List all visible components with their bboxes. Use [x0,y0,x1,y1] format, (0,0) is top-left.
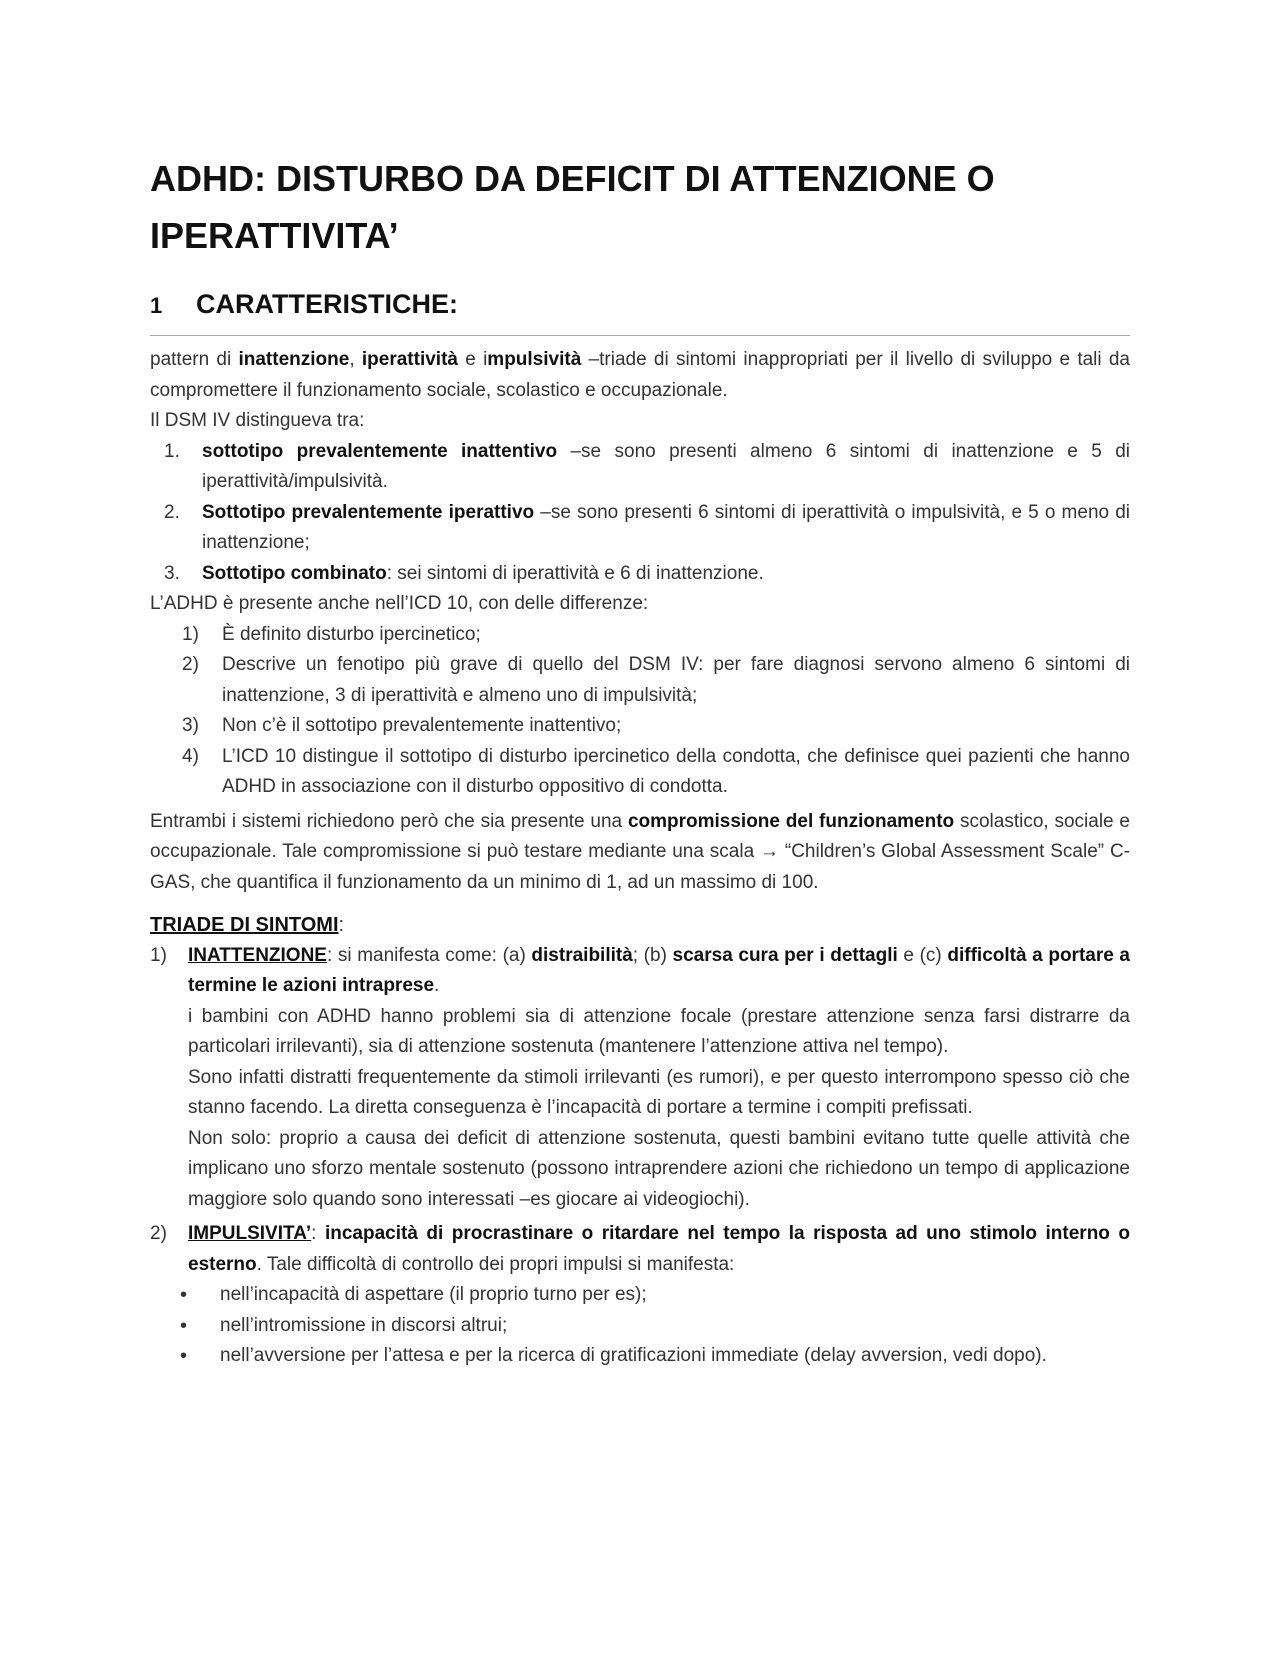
bullet-item: • nell’intromissione in discorsi altrui; [180,1311,1130,1342]
bullet-icon: • [180,1345,188,1367]
document-title: ADHD: DISTURBO DA DEFICIT DI ATTENZIONE O IPERATTIVITA’ [150,158,995,256]
list-item: 2) Descrive un fenotipo più grave di quello del DSM IV: per fare diagnosi servono almeno 6 sintomi di inattenzione, 3 di iperattività e almeno uno di impulsività; [182,654,1130,706]
triad-heading: TRIADE DI SINTOMI: [150,914,345,936]
document-body [150,345,1130,1372]
dsm-intro: Il DSM IV distingueva tra: [150,410,365,431]
section-number: 1 [150,293,163,318]
paragraph: Non solo: proprio a causa dei deficit di attenzione sostenuta, questi bambini evitano tutte quelle attività che implicano uno sforzo mentale sostenuto (possono intraprendere azioni che richiedono un tempo di applicazione maggiore solo quando sono interessati –es giocare ai videogiochi). [188,1127,1130,1210]
list-item: 3) Non c’è il sottotipo prevalentemente inattentivo; [182,715,622,736]
section-label: CARATTERISTICHE: [196,289,458,319]
list-item: 4) L’ICD 10 distingue il sottotipo di disturbo ipercinetico della condotta, che definisce quei pazienti che hanno ADHD in associazione con il disturbo oppositivo di condotta. [182,745,1130,797]
intro-paragraph: pattern di inattenzione, iperattività e impulsività –triade di sintomi inappropriati per il livello di sviluppo e tali da compromettere il funzionamento sociale, scolastico e occupazionale. [150,349,1131,401]
icd-intro: L’ADHD è presente anche nell’ICD 10, con delle differenze: [150,593,649,614]
paragraph: Sono infatti distratti frequentemente da stimoli irrilevanti (es rumori), e per questo interrompono spesso ciò che stanno facendo. La diretta conseguenza è l’incapacità di portare a termine i compiti prefissati. [188,1066,1130,1118]
arrow-right-icon: → [760,841,780,862]
list-item: 3. Sottotipo combinato: sei sintomi di iperattività e 6 di inattenzione. [164,562,764,584]
triad-item-inattention: 1) INATTENZIONE: si manifesta come: (a) distraibilità; (b) scarsa cura per i dettagli e (c) difficoltà a portare a termine le azioni intraprese. i bambini con ADHD hanno problemi sia di attenzione focale (prestare attenzione senza farsi distrarre da particolari irrilevanti), sia di attenzione sostenuta (mantenere l’attenzione attiva nel tempo). Sono infatti distratti frequentemente da stimoli irrilevanti (es rumori), e per questo interrompono spesso ciò che stanno facendo. La diretta conseguenza è l’incapacità di portare a termine i compiti prefissati. Non solo: proprio a causa dei deficit di attenzione sostenuta, questi bambini evitano tutte quelle attività che implicano uno sforzo mentale sostenuto (possono intraprendere azioni che richiedono un tempo di applicazione maggiore solo quando sono interessati –es giocare ai videogiochi). [150,941,1130,1216]
list-item: 1) È definito disturbo ipercinetico; [182,623,481,645]
list-item: 1. sottotipo prevalentemente inattentivo –se sono presenti almeno 6 sintomi di inattenzione e 5 di iperattività/impulsività. [164,440,1130,492]
bullet-item: • nell’avversione per l’attesa e per la ricerca di gratificazioni immediate (delay avversion, vedi dopo). [180,1341,1130,1372]
bullet-item: • nell’incapacità di aspettare (il proprio turno per es); [180,1280,1130,1311]
section-heading [150,285,1130,336]
list-item: 2. Sottotipo prevalentemente iperattivo –se sono presenti 6 sintomi di iperattività o impulsività, e 5 o meno di inattenzione; [164,501,1130,553]
bullet-icon: • [180,1314,188,1337]
triad-item-impulsivity: 2) IMPULSIVITA’: incapacità di procrastinare o ritardare nel tempo la risposta ad uno stimolo interno o esterno. Tale difficoltà di controllo dei propri impulsi si manifesta: [150,1223,1130,1275]
both-systems-paragraph: Entrambi i sistemi richiedono però che sia presente una compromissione del funzionamento scolastico, sociale e occupazionale. Tale compromissione si può testare mediante una scala → “Children’s Global Assessment Scale” C-GAS, che quantifica il funzionamento da un minimo di 1, ad un massimo di 100. [150,810,1131,893]
bullet-icon: • [180,1284,188,1306]
paragraph: i bambini con ADHD hanno problemi sia di attenzione focale (prestare attenzione senza farsi distrarre da particolari irrilevanti), sia di attenzione sostenuta (mantenere l’attenzione attiva nel tempo). [188,1005,1130,1057]
